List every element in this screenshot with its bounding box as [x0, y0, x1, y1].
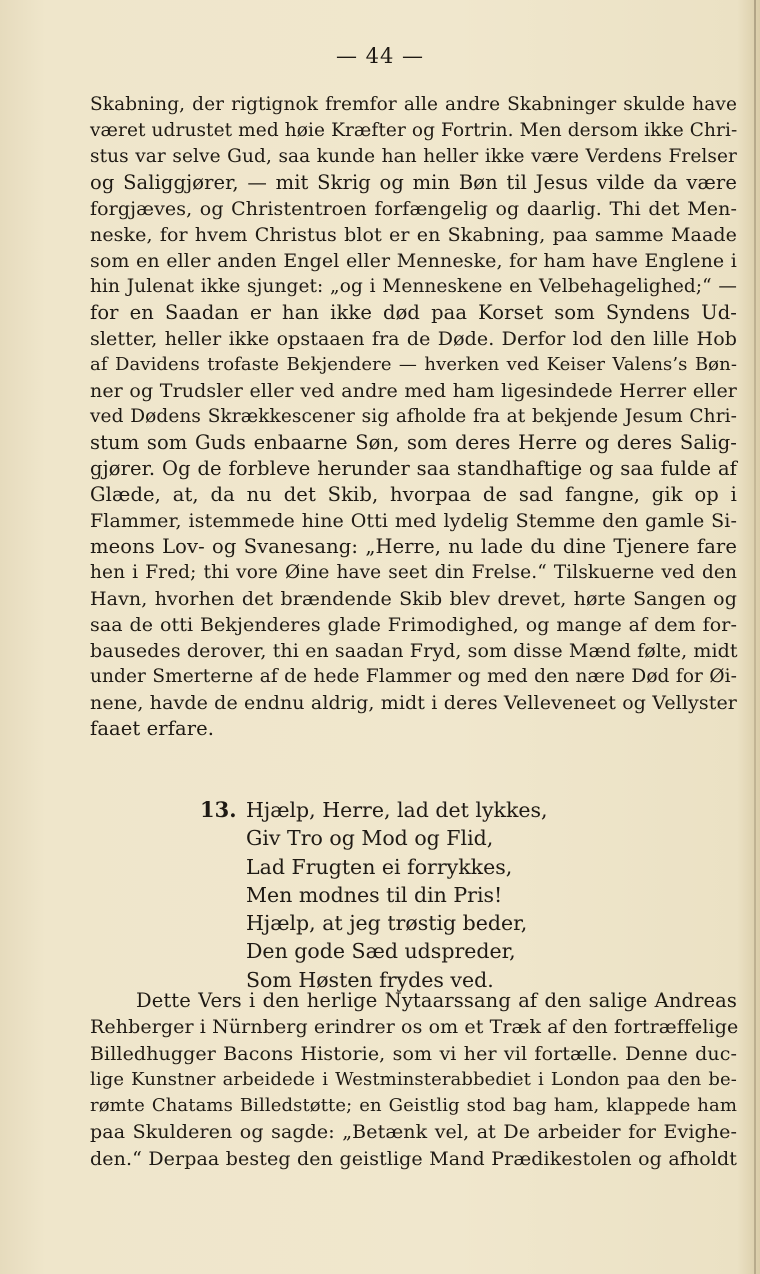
text-line: gjører. Og de forbleve herunder saa standhaftige og saa fulde af [90, 457, 737, 480]
hymn-line [200, 824, 620, 852]
text-line: været udrustet med høie Kræfter og Fortrin. Men dersom ikke Chri- [90, 120, 738, 141]
hymn-line-text: Hjælp, Herre, lad det lykkes, [246, 798, 548, 822]
text-line: Glæde, at, da nu det Skib, hvorpaa de sad fangne, gik op i [90, 483, 737, 506]
text-line: faaet erfare. [90, 717, 215, 740]
text-line: under Smerterne af de hede Flammer og med den nære Død for Øi- [90, 666, 737, 687]
text-line: neske, for hvem Christus blot er en Skabning, paa samme Maade [90, 224, 737, 246]
text-line: Skabning, der rigtignok fremfor alle andre Skabninger skulde have [90, 94, 737, 115]
text-line: rømte Chatams Billedstøtte; en Geistlig stod bag ham, klappede ham [90, 1095, 737, 1117]
paragraph-1 [90, 92, 737, 742]
text-line: den.“ Derpaa besteg den geistlige Mand Prædikestolen og afholdt [90, 1147, 737, 1170]
hymn-line [200, 881, 620, 909]
text-line: Flammer, istemmede hine Otti med lydelig Stemme den gamle Si- [90, 510, 737, 532]
hymn-line-text: Giv Tro og Mod og Flid, [246, 826, 494, 851]
text-line: for en Saadan er han ikke død paa Korset som Syndens Ud- [90, 301, 737, 324]
text-line: hin Julenat ikke sjunget: „og i Menneskene en Velbehagelighed;“ — [90, 276, 737, 297]
text-line: sletter, heller ikke opstaaen fra de Døde. Derfor lod den lille Hob [90, 328, 737, 350]
page-number: — 44 — [335, 44, 425, 68]
hymn-line [200, 853, 620, 881]
text-line: af Davidens trofaste Bekjendere — hverken ved Keiser Valens’s Bøn- [90, 354, 737, 375]
hymn-verse [200, 796, 620, 994]
text-line: og Saliggjører, — mit Skrig og min Bøn til Jesus vilde da være [90, 171, 737, 194]
text-line: meons Lov- og Svanesang: „Herre, nu lade du dine Tjenere fare [90, 535, 737, 558]
text-line: som en eller anden Engel eller Menneske, for ham have Englene i [90, 250, 737, 272]
text-line: ner og Trudsler eller ved andre med ham ligesindede Herrer eller [90, 380, 737, 402]
text-line: saa de otti Bekjenderes glade Frimodighed, og mange af dem for- [90, 614, 737, 636]
text-line: Billedhugger Bacons Historie, som vi her vil fortælle. Denne duc- [90, 1042, 737, 1065]
page-edge [754, 0, 756, 1274]
text-line: hen i Fred; thi vore Øine have seet din Frelse.“ Tilskuerne ved den [90, 562, 737, 583]
hymn-line-text: Som Høsten frydes ved. [246, 967, 494, 992]
paragraph-2 [90, 988, 737, 1172]
text-line: lige Kunstner arbeidede i Westminsterabbediet i London paa den be- [90, 1068, 737, 1090]
hymn-line-text: Lad Frugten ei forrykkes, [246, 854, 513, 879]
text-line: Dette Vers i den herlige Nytaarssang af den salige Andreas [136, 989, 737, 1012]
hymn-line [200, 909, 620, 937]
text-line: stus var selve Gud, saa kunde han heller ikke være Verdens Frelser [90, 146, 737, 167]
hymn-line-text: Men modnes til din Pris! [246, 882, 503, 907]
text-line: paa Skulderen og sagde: „Betænk vel, at De arbeider for Evighe- [90, 1121, 737, 1144]
text-line: ved Dødens Skrækkescener sig afholde fra at bekjende Jesum Chri- [90, 406, 737, 427]
text-line: forgjæves, og Christentroen forfængelig og daarlig. Thi det Men- [90, 198, 737, 220]
hymn-line-text: Den gode Sæd udspreder, [246, 939, 516, 964]
text-line: stum som Guds enbaarne Søn, som deres Herre og deres Salig- [90, 431, 737, 454]
hymn-line [200, 937, 620, 965]
hymn-line [200, 796, 620, 824]
text-line: Rehberger i Nürnberg erindrer os om et Træk af den fortræffelige [90, 1016, 739, 1039]
hymn-line-text: Hjælp, at jeg trøstig beder, [246, 911, 528, 936]
text-line: bausedes derover, thi en saadan Fryd, som disse Mænd følte, midt [90, 640, 738, 662]
text-line: Havn, hvorhen det brændende Skib blev drevet, hørte Sangen og [90, 588, 737, 610]
hymn-number: 13. [200, 797, 237, 822]
text-line: nene, havde de endnu aldrig, midt i deres Velleveneet og Vellyster [90, 692, 737, 714]
